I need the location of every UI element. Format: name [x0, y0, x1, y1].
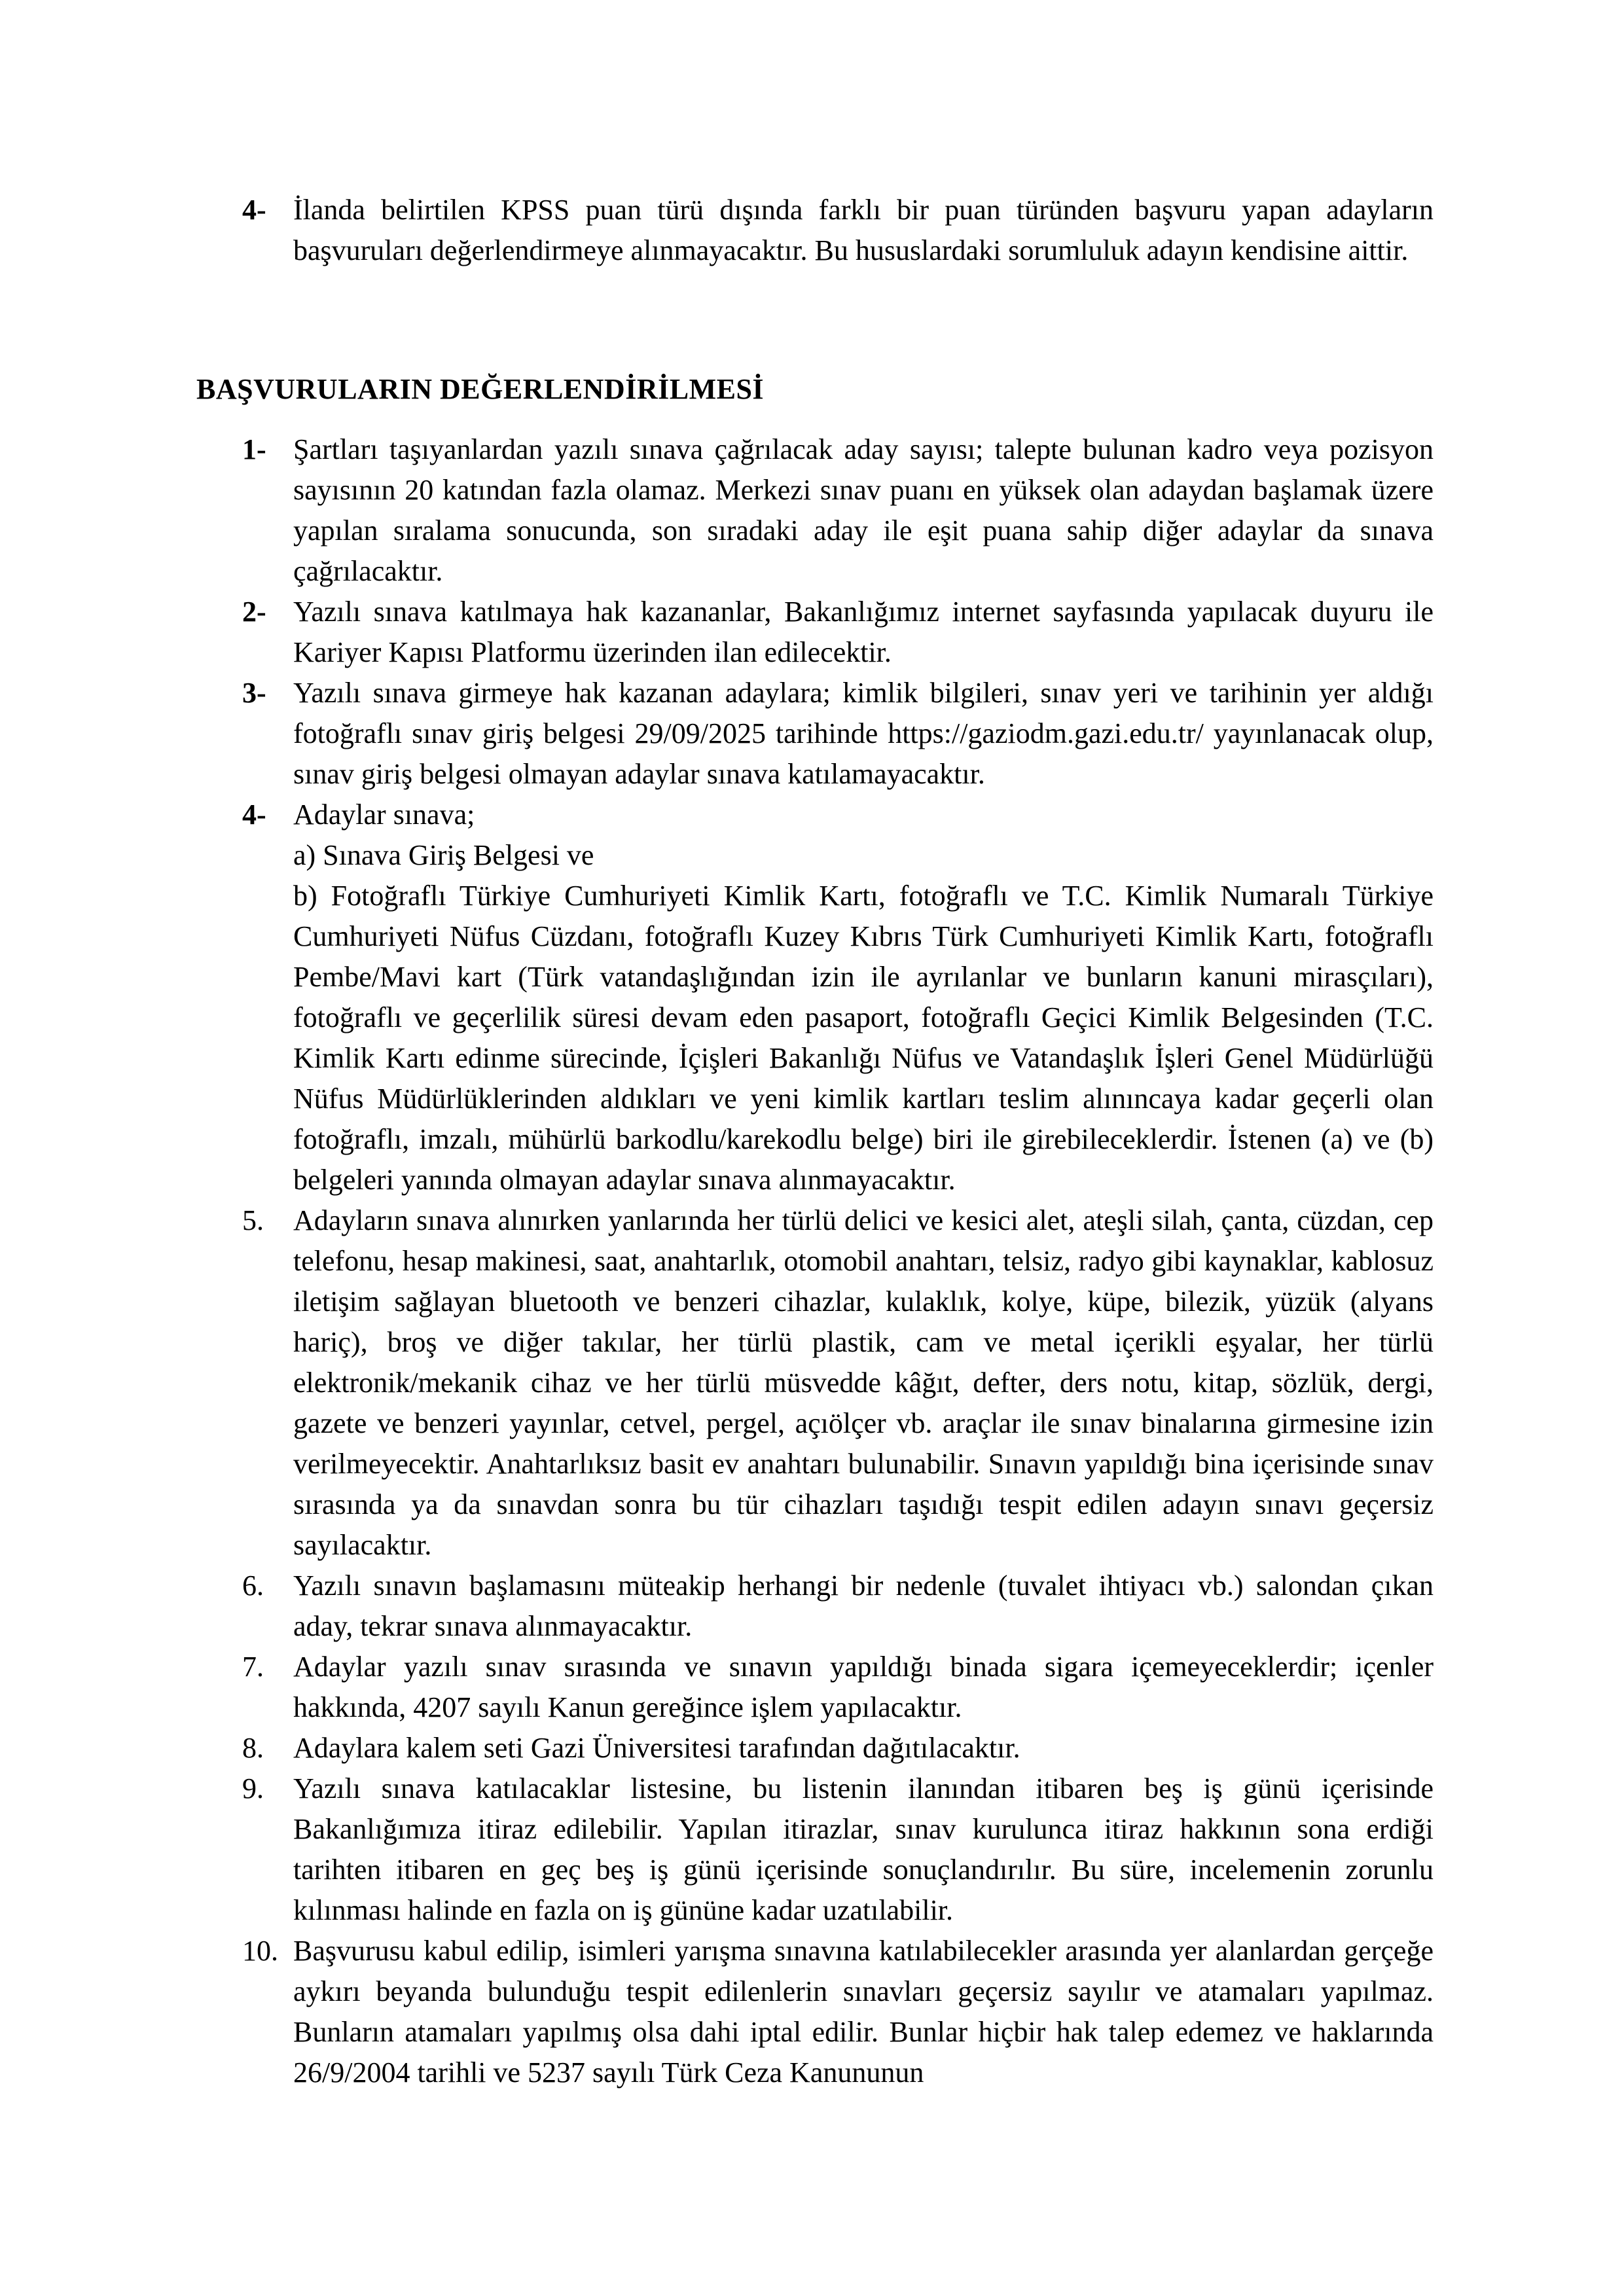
section-heading: BAŞVURULARIN DEĞERLENDİRİLMESİ	[196, 373, 765, 405]
list-item-text: Adaylara kalem seti Gazi Üniversitesi tarafından dağıtılacaktır.	[293, 1732, 1020, 1764]
list-item-text: Adayların sınava alınırken yanlarında her türlü delici ve kesici alet, ateşli silah, çanta, cüzdan, cep telefonu, hesap makinesi, saat, anahtarlık, otomobil anahtarı, telsiz, radyo gibi kaynaklar, kablosuz iletişim sağlayan bluetooth ve benzeri cihazlar, kulaklık, kolye, küpe, bilezik, yüzük (alyans hariç), broş ve diğer takılar, her türlü plastik, cam ve metal içerikli eşyalar, her türlü elektronik/mekanik cihaz ve her türlü müsvedde kâğıt, defter, ders notu, kitap, sözlük, dergi, gazete ve benzeri yayınlar, cetvel, pergel, açıölçer vb. araçlar ile sınav binalarına girmesine izin verilmeyecektir. Anahtarlıksız basit ev anahtarı bulunabilir. Sınavın yapıldığı bina içerisinde sınav sırasında ya da sınavdan sonra bu tür cihazları taşıdığı tespit edilen adayın sınavı geçersiz sayılacaktır.	[293, 1204, 1434, 1561]
list-item-intro: Adaylar sınava;	[293, 798, 475, 831]
list-item	[196, 795, 1434, 1200]
list-item-number: 1-	[242, 433, 266, 465]
list-item-number: 7.	[242, 1651, 264, 1683]
list-item-sub-b: b) Fotoğraflı Türkiye Cumhuriyeti Kimlik Kartı, fotoğraflı ve T.C. Kimlik Numaralı Türkiye Cumhuriyeti Nüfus Cüzdanı, fotoğraflı Kuzey Kıbrıs Türk Cumhuriyeti Kimlik Kartı, fotoğraflı Pembe/Mavi kart (Türk vatandaşlığından izin ile ayrılanlar ve bunların kanuni mirasçıları), fotoğraflı ve geçerlilik süresi devam eden pasaport, fotoğraflı Geçici Kimlik Belgesinden (T.C. Kimlik Kartı edinme sürecinde, İçişleri Bakanlığı Nüfus ve Vatandaşlık İşleri Genel Müdürlüğü Nüfus Müdürlüklerinden aldıkları ve yeni kimlik kartları teslim alınıncaya kadar geçerli olan fotoğraflı, imzalı, mühürlü barkodlu/karekodlu belge) biri ile girebileceklerdir. İstenen (a) ve (b) belgeleri yanında olmayan adaylar sınava alınmayacaktır.	[293, 880, 1434, 1196]
list-item-number: 8.	[242, 1732, 264, 1764]
list-item	[196, 429, 1434, 592]
list-item-sub-a: a) Sınava Giriş Belgesi ve	[293, 839, 594, 871]
list-item-text: Yazılı sınava katılmaya hak kazananlar, Bakanlığımız internet sayfasında yapılacak duyuru ile Kariyer Kapısı Platformu üzerinden ilan edilecektir.	[293, 596, 1434, 668]
list-item-text: İlanda belirtilen KPSS puan türü dışında farklı bir puan türünden başvuru yapan adayların başvuruları değerlendirmeye alınmayacaktır. Bu hususlardaki sorumluluk adayın kendisine aittir.	[293, 194, 1434, 266]
list-item	[196, 592, 1434, 673]
list-item-number: 5.	[242, 1204, 264, 1236]
list-item	[196, 1566, 1434, 1647]
list-item	[196, 1931, 1434, 2093]
list-item	[196, 1728, 1434, 1768]
list-item-number: 2-	[242, 596, 266, 628]
document-body	[196, 190, 1434, 2093]
list-item	[196, 1647, 1434, 1728]
list-item-text: Adaylar yazılı sınav sırasında ve sınavın yapıldığı binada sigara içemeyeceklerdir; içenler hakkında, 4207 sayılı Kanun gereğince işlem yapılacaktır.	[293, 1651, 1434, 1723]
list-item-number: 6.	[242, 1570, 264, 1602]
list-item-text: Yazılı sınavın başlamasını müteakip herhangi bir nedenle (tuvalet ihtiyacı vb.) salondan çıkan aday, tekrar sınava alınmayacaktır.	[293, 1570, 1434, 1642]
list-item	[196, 1768, 1434, 1931]
list-item-text: Başvurusu kabul edilip, isimleri yarışma sınavına katılabilecekler arasında yer alanlardan gerçeğe aykırı beyanda bulunduğu tespit edilenlerin sınavları geçersiz sayılır ve atamaları yapılmaz. Bunların atamaları yapılmış olsa dahi iptal edilir. Bunlar hiçbir hak talep edemez ve haklarında 26/9/2004 tarihli ve 5237 sayılı Türk Ceza Kanununun	[293, 1935, 1434, 2089]
list-item-text: Yazılı sınava katılacaklar listesine, bu listenin ilanından itibaren beş iş günü içerisinde Bakanlığımıza itiraz edilebilir. Yapılan itirazlar, sınav kurulunca itiraz hakkının sona erdiği tarihten itibaren en geç beş iş günü içerisinde sonuçlandırılır. Bu süre, incelemenin zorunlu kılınması halinde en fazla on iş gününe kadar uzatılabilir.	[293, 1772, 1434, 1926]
list-item	[196, 190, 1434, 271]
list-item-number: 4-	[242, 798, 266, 831]
list-item-number: 10.	[242, 1935, 278, 1967]
list-item-number: 4-	[242, 194, 266, 226]
list-item-number: 9.	[242, 1772, 264, 1804]
list-item-text: Şartları taşıyanlardan yazılı sınava çağrılacak aday sayısı; talepte bulunan kadro veya pozisyon sayısının 20 katından fazla olamaz. Merkezi sınav puanı en yüksek olan adaydan başlamak üzere yapılan sıralama sonucunda, son sıradaki aday ile eşit puana sahip diğer adaylar da sınava çağrılacaktır.	[293, 433, 1434, 587]
list-item-text: Yazılı sınava girmeye hak kazanan adaylara; kimlik bilgileri, sınav yeri ve tarihinin yer aldığı fotoğraflı sınav giriş belgesi 29/09/2025 tarihinde https://gaziodm.gazi.edu.tr/ yayınlanacak olup, sınav giriş belgesi olmayan adaylar sınava katılamayacaktır.	[293, 677, 1434, 790]
list-item	[196, 1200, 1434, 1566]
list-item-number: 3-	[242, 677, 266, 709]
list-item	[196, 673, 1434, 795]
